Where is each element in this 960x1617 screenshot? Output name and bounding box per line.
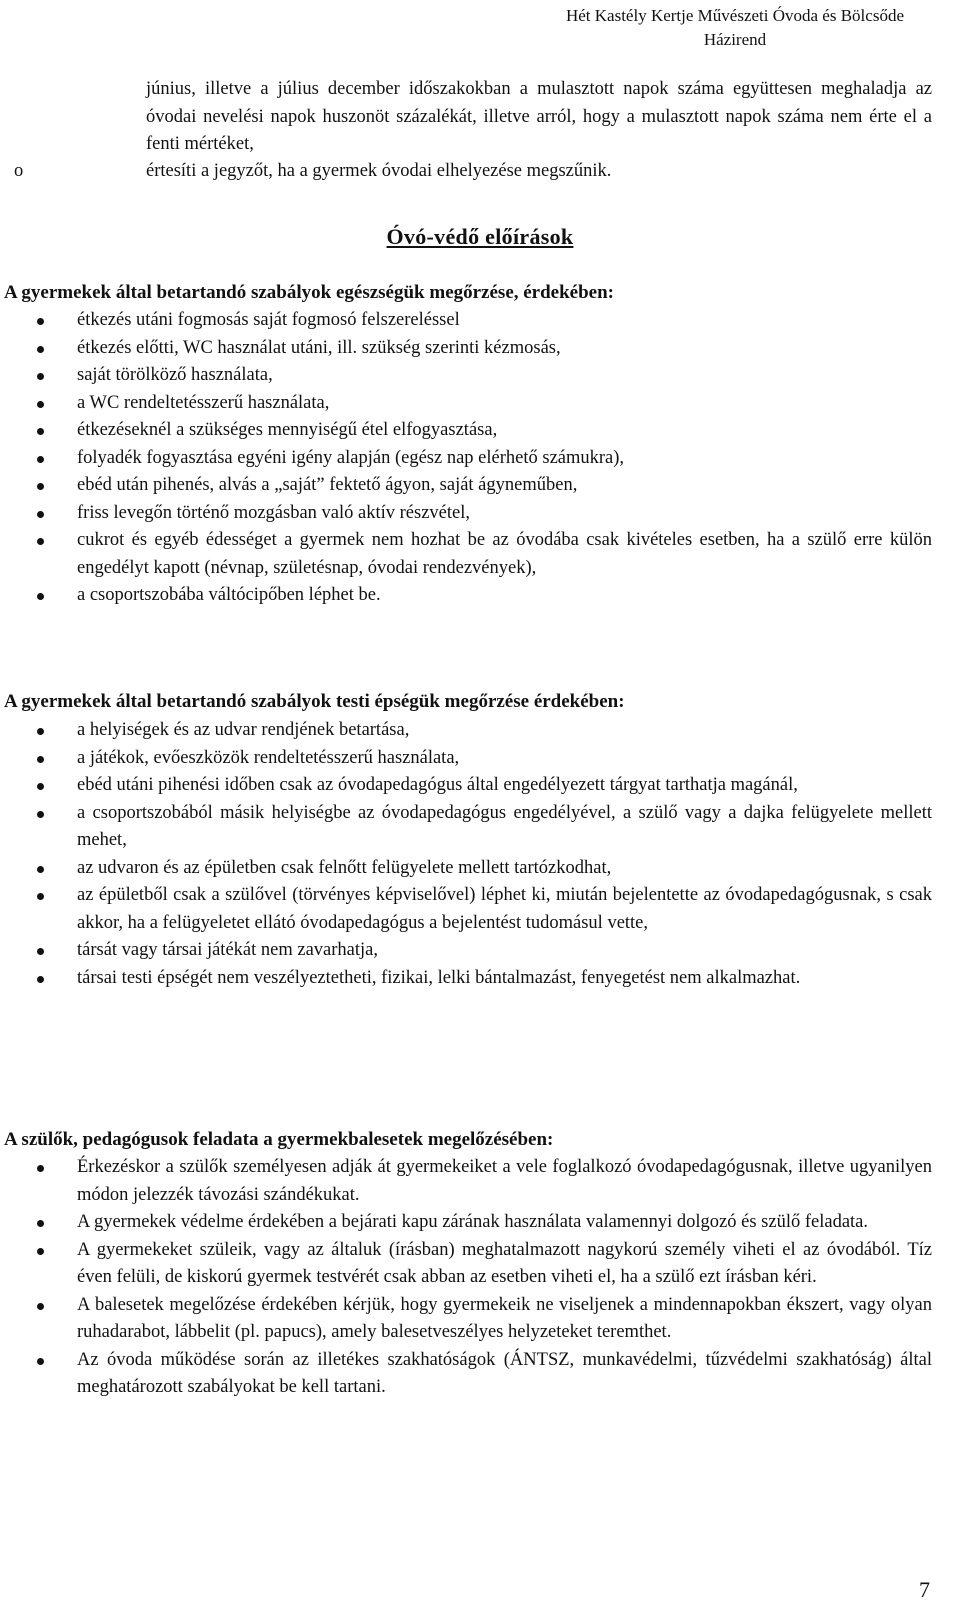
header-doc-title: Házirend [703, 30, 767, 49]
list-item: társát vagy társai játékát nem zavarhatja, [0, 937, 932, 965]
bullet-icon [37, 1165, 44, 1172]
bullet-icon [37, 756, 44, 763]
list-item: saját törölköző használata, [0, 362, 932, 390]
section-heading-prevention: A szülők, pedagógusok feladata a gyermekbalesetek megelőzésében: [4, 1129, 554, 1150]
bullet-icon [37, 538, 44, 545]
bullet-icon [37, 318, 44, 325]
section-heading-safety: A gyermekek által betartandó szabályok testi épségük megőrzése érdekében: [4, 691, 625, 712]
bullet-icon [37, 346, 44, 353]
bullet-icon [37, 948, 44, 955]
bullet-icon [37, 783, 44, 790]
list-item: a játékok, evőeszközök rendeltetésszerű használata, [0, 745, 932, 773]
list-item: a csoportszobába váltócipőben léphet be. [0, 582, 932, 610]
bullet-icon [37, 483, 44, 490]
intro-continuation-text: június, illetve a július december időszakokban a mulasztott napok száma együttesen meghaladja az óvodai nevelési napok huszonöt százalékát, illetve arról, hogy a mulasztott napok száma nem érte el a fenti mértéket, [146, 79, 932, 154]
bullet-icon [37, 811, 44, 818]
bullet-icon [37, 511, 44, 518]
bullet-icon [37, 1358, 44, 1365]
list-item: friss levegőn történő mozgásban való aktív részvétel, [0, 500, 932, 528]
bullet-icon [37, 401, 44, 408]
header-school-name: Hét Kastély Kertje Művészeti Óvoda és Bölcsőde [565, 6, 904, 25]
list-item: a WC rendeltetésszerű használata, [0, 390, 932, 418]
health-rules-list [0, 307, 932, 610]
list-item: az udvaron és az épületben csak felnőtt felügyelete mellett tartózkodhat, [0, 855, 932, 883]
list-item: étkezés utáni fogmosás saját fogmosó felszereléssel [0, 307, 932, 335]
bullet-icon [37, 373, 44, 380]
intro-list-item-text: értesíti a jegyzőt, ha a gyermek óvodai elhelyezése megszűnik. [146, 161, 612, 181]
list-item: cukrot és egyéb édességet a gyermek nem hozhat be az óvodába csak kivételes esetben, ha a szülő erre külön engedélyt kapott (névnap, születésnap, óvodai rendezvények), [0, 527, 932, 582]
list-item: társai testi épségét nem veszélyeztetheti, fizikai, lelki bántalmazást, fenyegetést nem alkalmazhat. [0, 965, 932, 993]
list-item: Az óvoda működése során az illetékes szakhatóságok (ÁNTSZ, munkavédelmi, tűzvédelmi szakhatóság) által meghatározott szabályokat be kell tartani. [0, 1347, 932, 1402]
bullet-icon [37, 1220, 44, 1227]
page-header [566, 4, 904, 52]
bullet-icon [37, 456, 44, 463]
list-item: A gyermekeket szüleik, vagy az általuk (írásban) meghatalmazott nagykorú személy viheti el az óvodából. Tíz éven felüli, de kiskorú gyermek testvérét csak abban az esetben viheti el, ha a szülő ezt írásban kéri. [0, 1237, 932, 1292]
list-item: ebéd utáni pihenési időben csak az óvodapedagógus által engedélyezett tárgyat tarthatja magánál, [0, 772, 932, 800]
circle-bullet-icon: o [14, 161, 24, 181]
bullet-icon [37, 428, 44, 435]
list-item: étkezés előtti, WC használat utáni, ill. szükség szerinti kézmosás, [0, 335, 932, 363]
list-item: az épületből csak a szülővel (törvényes képviselővel) léphet ki, miután bejelentette az óvodapedagógusnak, s csak akkor, ha a felügyeletet ellátó óvodapedagógus a bejelentést tudomásul vette, [0, 882, 932, 937]
bullet-icon [37, 1303, 44, 1310]
bullet-icon [37, 593, 44, 600]
safety-rules-list [0, 717, 932, 992]
prevention-list [0, 1154, 932, 1402]
list-item: A balesetek megelőzése érdekében kérjük, hogy gyermekeik ne viseljenek a mindennapokban ékszert, vagy olyan ruhadarabot, lábbelit (pl. papucs), amely balesetveszélyes helyzeteket teremthet. [0, 1292, 932, 1347]
intro-list-item [14, 158, 932, 186]
list-item: a csoportszobából másik helyiségbe az óvodapedagógus engedélyével, a szülő vagy a dajka felügyelete mellett mehet, [0, 800, 932, 855]
bullet-icon [37, 866, 44, 873]
bullet-icon [37, 893, 44, 900]
list-item: folyadék fogyasztása egyéni igény alapján (egész nap elérhető számukra), [0, 445, 932, 473]
list-item: étkezéseknél a szükséges mennyiségű étel elfogyasztása, [0, 417, 932, 445]
list-item: a helyiségek és az udvar rendjének betartása, [0, 717, 932, 745]
list-item: ebéd után pihenés, alvás a „saját” fektető ágyon, saját ágyneműben, [0, 472, 932, 500]
page-number: 7 [919, 1577, 930, 1602]
bullet-icon [37, 728, 44, 735]
list-item: A gyermekek védelme érdekében a bejárati kapu zárának használata valamennyi dolgozó és szülő feladata. [0, 1209, 932, 1237]
intro-continuation [14, 76, 932, 181]
section-title: Óvó-védő előírások [386, 224, 574, 249]
bullet-icon [37, 1248, 44, 1255]
list-item: Érkezéskor a szülők személyesen adják át gyermekeiket a vele foglalkozó óvodapedagógusnak, illetve ugyanilyen módon jelezzék távozási szándékukat. [0, 1154, 932, 1209]
bullet-icon [37, 976, 44, 983]
section-heading-health: A gyermekek által betartandó szabályok egészségük megőrzése, érdekében: [4, 282, 615, 303]
